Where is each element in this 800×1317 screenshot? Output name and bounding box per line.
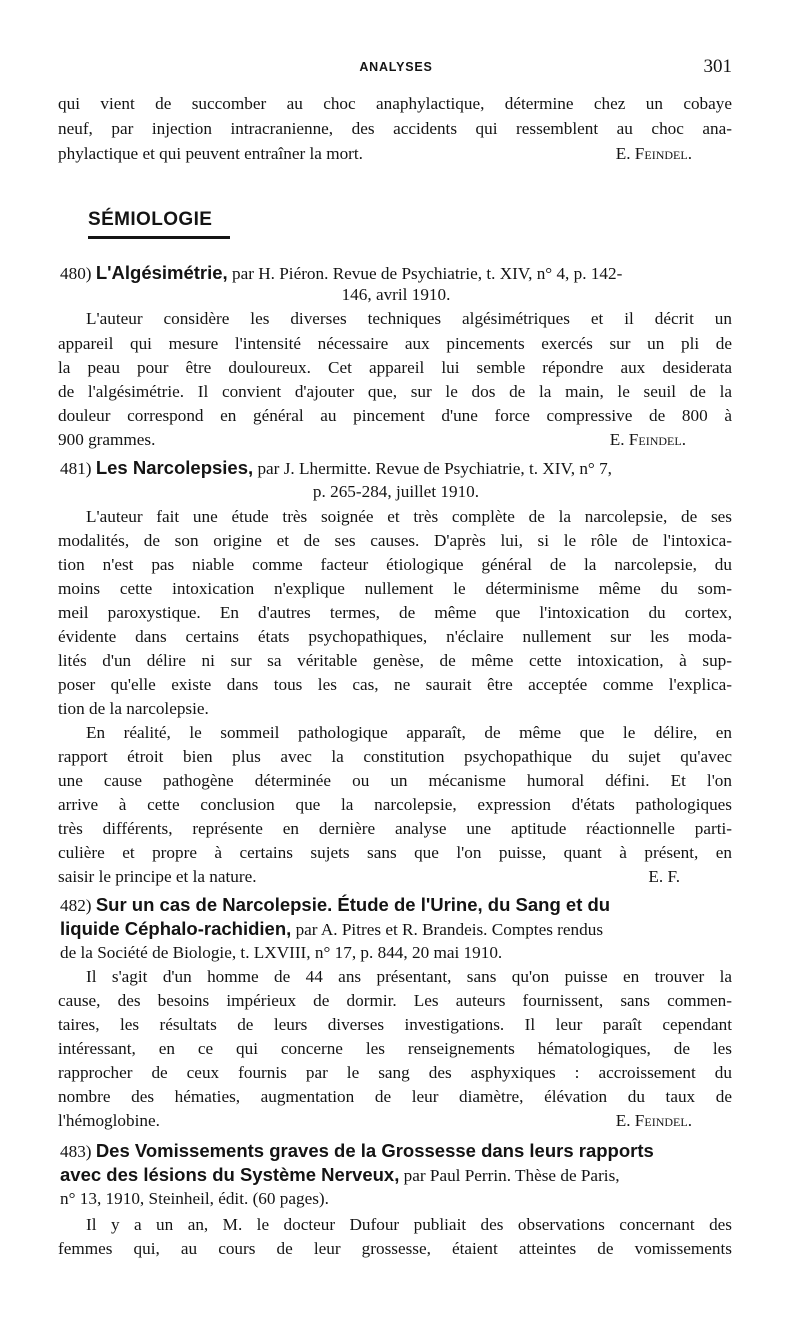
- article-citation: par H. Piéron. Revue de Psychiatrie, t. XIV, n° 4, p. 142-: [232, 264, 623, 283]
- running-title: ANALYSES: [359, 60, 433, 74]
- article-citation: 146, avril 1910.: [341, 285, 451, 304]
- article-title: Sur un cas de Narcolepsie. Étude de l'Urine, du Sang et du: [95, 894, 611, 915]
- article-number: 482): [60, 896, 92, 915]
- article-483-heading: [60, 1140, 654, 1163]
- body-line: femmes qui, au cours de leur grossesse, étaient atteintes de vomissements: [58, 1239, 732, 1258]
- intro-line: qui vient de succomber au choc anaphylactique, détermine chez un cobaye: [58, 94, 732, 113]
- body-line: intéressant, en ce qui concerne les renseignements hématologiques, de les: [58, 1039, 732, 1058]
- body-line: poser qu'elle existe dans tous les cas, ne saurait être acceptée comme l'explica-: [58, 675, 732, 694]
- article-481-heading: [60, 457, 612, 480]
- body-line: nombre des hématies, augmentation de leur diamètre, élévation du taux de: [58, 1087, 732, 1106]
- body-line: tion de la narcolepsie.: [58, 699, 209, 718]
- body-line: évidente dans certains états psychopathiques, n'éclaire nullement sur les moda-: [58, 627, 732, 646]
- article-number: 480): [60, 264, 92, 283]
- body-line: Il y a un an, M. le docteur Dufour publiait des observations concernant des: [86, 1215, 732, 1234]
- article-title: avec des lésions du Système Nerveux,: [60, 1164, 400, 1185]
- section-title: SÉMIOLOGIE: [88, 209, 213, 230]
- body-line: tion n'est pas niable comme facteur étiologique général de la narcolepsie, du: [58, 555, 732, 574]
- page-number: 301: [703, 56, 732, 77]
- article-signature: E. Feindel.: [615, 1111, 692, 1130]
- body-line: Il s'agit d'un homme de 44 ans présentant, sans qu'on puisse en trouver la: [86, 967, 732, 986]
- article-title: Les Narcolepsies,: [95, 457, 254, 478]
- body-line: moins cette intoxication n'explique nullement le déterminisme même du som-: [58, 579, 732, 598]
- article-482-heading-2: [60, 918, 603, 941]
- body-line: l'hémoglobine.: [58, 1111, 160, 1130]
- body-line: de l'algésimétrie. Il convient d'ajouter que, sur le dos de la main, le seuil de la: [58, 382, 732, 401]
- body-line: appareil qui mesure l'intensité nécessaire aux pincements exercés sur un pli de: [58, 334, 732, 353]
- intro-line: neuf, par injection intracranienne, des accidents qui ressemblent au choc ana-: [58, 119, 732, 138]
- article-title: L'Algésimétrie,: [95, 262, 228, 283]
- intro-line: phylactique et qui peuvent entraîner la mort.: [58, 144, 363, 163]
- article-citation: par A. Pitres et R. Brandeis. Comptes rendus: [295, 920, 604, 939]
- article-citation: n° 13, 1910, Steinheil, édit. (60 pages).: [60, 1189, 329, 1208]
- section-rule: [88, 236, 230, 239]
- body-line: L'auteur considère les diverses techniques algésimétriques et il décrit un: [86, 309, 732, 328]
- article-title: liquide Céphalo-rachidien,: [60, 918, 292, 939]
- body-line: rapport étroit bien plus avec la constitution psychopathique du sujet qu'avec: [58, 747, 732, 766]
- body-line: douleur correspond en général au pincement d'une force compressive de 800 à: [58, 406, 732, 425]
- body-line: cause, des besoins impérieux de dormir. Les auteurs fournissent, sans commen-: [58, 991, 732, 1010]
- body-line: culière et propre à certains sujets sans que l'on puisse, quant à présent, en: [58, 843, 732, 862]
- body-line: taires, les résultats de leurs diverses investigations. Il leur paraît cependant: [58, 1015, 732, 1034]
- body-line: lités d'un délire ni sur sa véritable genèse, de même cette intoxication, à sup-: [58, 651, 732, 670]
- body-line: très différents, représente en dernière analyse une aptitude réactionnelle parti-: [58, 819, 732, 838]
- article-signature: E. Feindel.: [609, 430, 686, 449]
- article-number: 483): [60, 1142, 92, 1161]
- body-line: 900 grammes.: [58, 430, 156, 449]
- intro-signature: E. Feindel.: [615, 144, 692, 163]
- body-line: En réalité, le sommeil pathologique apparaît, de même que le délire, en: [86, 723, 732, 742]
- article-citation: de la Société de Biologie, t. LXVIII, n° 17, p. 844, 20 mai 1910.: [60, 943, 503, 962]
- article-482-heading: [60, 894, 610, 917]
- article-483-heading-2: [60, 1164, 620, 1187]
- article-citation: par J. Lhermitte. Revue de Psychiatrie, t. XIV, n° 7,: [257, 459, 612, 478]
- body-line: saisir le principe et la nature.: [58, 867, 257, 886]
- article-citation: p. 265-284, juillet 1910.: [312, 482, 480, 501]
- body-line: meil paroxystique. En d'autres termes, de même que l'intoxication du cortex,: [58, 603, 732, 622]
- body-line: la peau pour être douloureux. Cet appareil lui semble répondre aux desiderata: [58, 358, 732, 377]
- body-line: L'auteur fait une étude très soignée et très complète de la narcolepsie, de ses: [86, 507, 732, 526]
- article-signature: E. F.: [648, 867, 680, 886]
- article-citation: par Paul Perrin. Thèse de Paris,: [403, 1166, 620, 1185]
- body-line: modalités, de son origine et de ses causes. D'après lui, si le rôle de l'intoxica-: [58, 531, 732, 550]
- body-line: une cause pathogène déterminée ou un mécanisme humoral défini. Et l'on: [58, 771, 732, 790]
- body-line: arrive à cette conclusion que la narcolepsie, expression d'états pathologiques: [58, 795, 732, 814]
- body-line: rapprocher de ceux fournis par le sang des asphyxiques : accroissement du: [58, 1063, 732, 1082]
- article-number: 481): [60, 459, 92, 478]
- article-480-heading: [60, 262, 622, 285]
- article-title: Des Vomissements graves de la Grossesse dans leurs rapports: [95, 1140, 654, 1161]
